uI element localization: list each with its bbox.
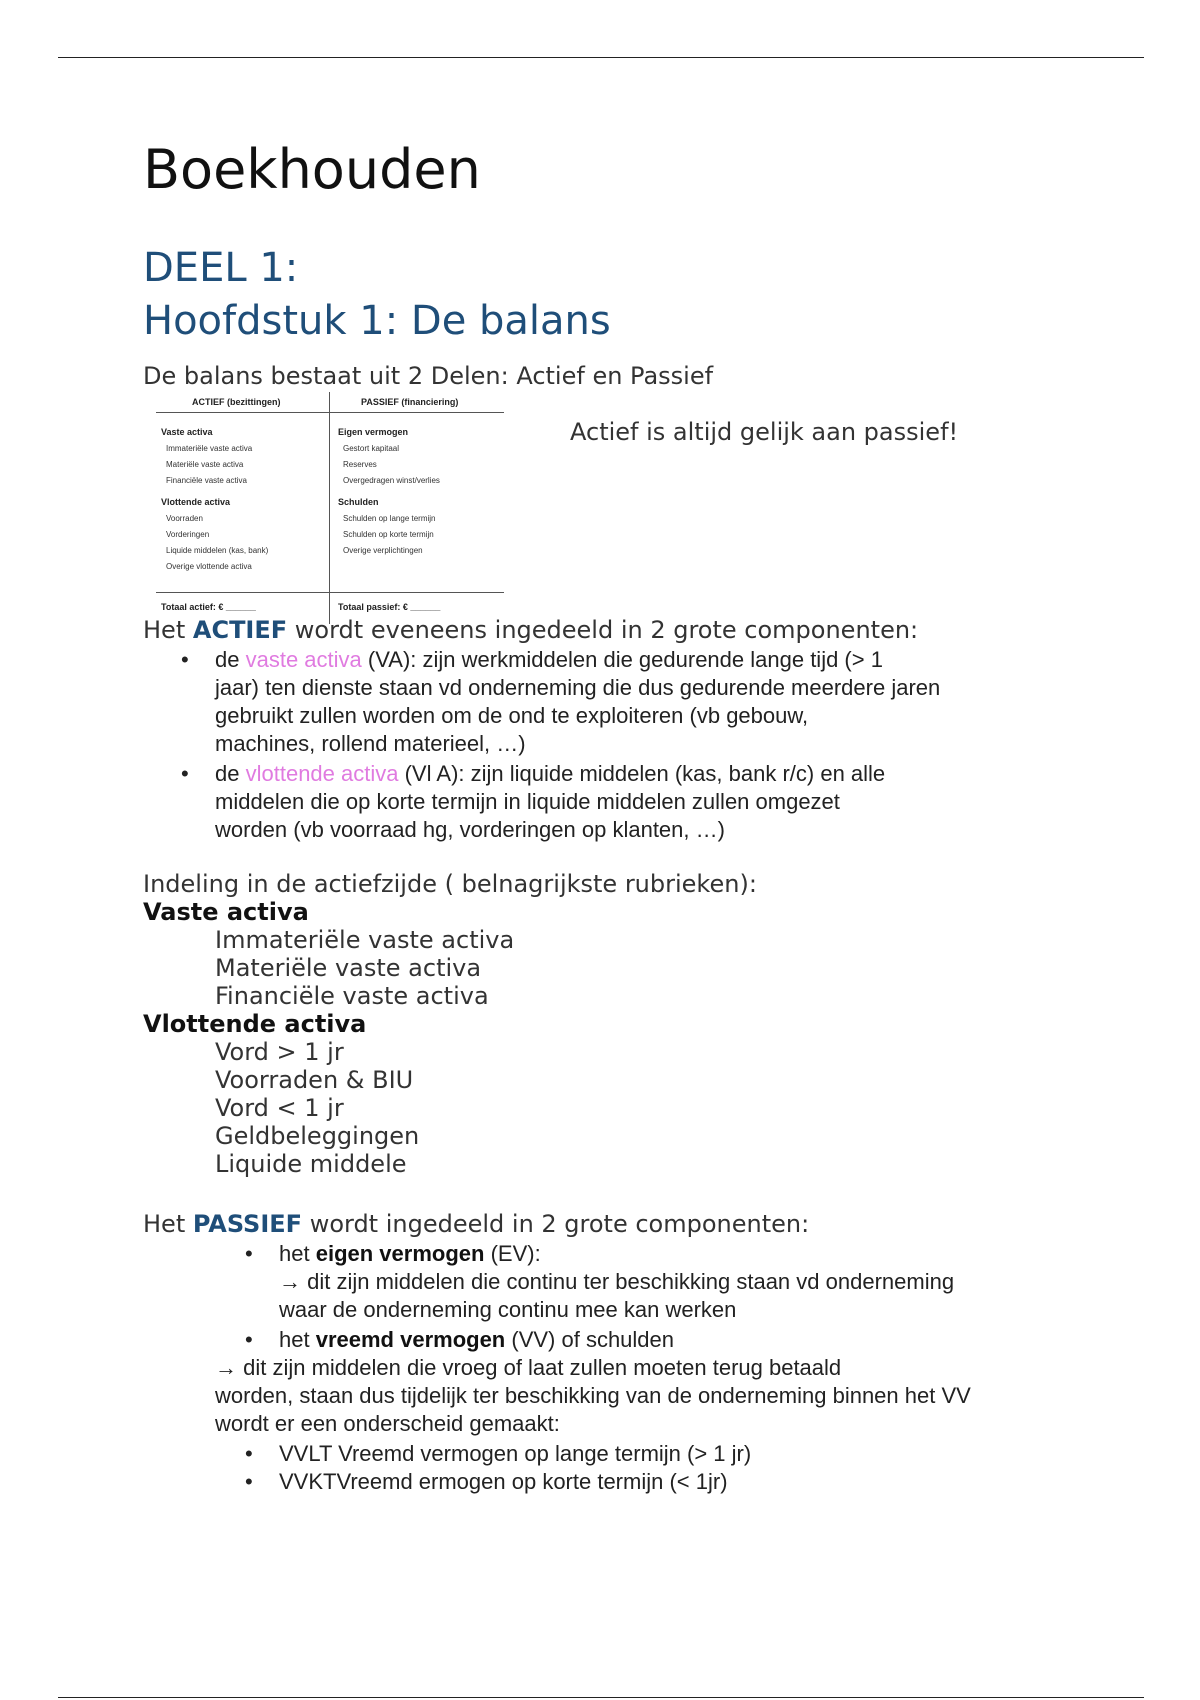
vv-line: wordt er een onderscheid gemaakt: — [215, 1411, 560, 1436]
indeling-title: Indeling in de actiefzijde ( belnagrijkste rubrieken): — [143, 870, 757, 898]
list-item — [181, 760, 1035, 844]
passief-suffix: wordt ingedeeld in 2 grote componenten: — [309, 1210, 810, 1238]
balance-sheet-figure — [156, 392, 504, 624]
actief-suffix: wordt eveneens ingedeeld in 2 grote componenten: — [294, 616, 919, 644]
chapter-heading: Hoofdstuk 1: De balans — [143, 298, 611, 344]
actief-prefix: Het — [143, 616, 186, 644]
actief-keyword: ACTIEF — [192, 616, 288, 644]
left-section-heading: Vlottende activa — [161, 497, 231, 507]
bullet-prefix: het — [279, 1241, 310, 1266]
vv-sub-list — [245, 1440, 1079, 1496]
actief-bullet-list — [181, 646, 1035, 844]
bullet-text: VVLT Vreemd vermogen op lange termijn (> 1 jr) — [279, 1441, 752, 1466]
bullet-prefix: de — [215, 761, 240, 786]
passief-intro — [143, 1210, 809, 1238]
right-item: Schulden op lange termijn — [343, 514, 436, 523]
term-vlottende-activa: vlottende activa — [245, 761, 399, 786]
bullet-text: → dit zijn middelen die continu ter beschikking staan vd onderneming — [279, 1269, 955, 1294]
list-item — [245, 1468, 1079, 1496]
top-rule — [58, 57, 1144, 58]
vv-line: worden, staan dus tijdelijk ter beschikking van de onderneming binnen het VV — [215, 1383, 971, 1408]
left-item: Vorderingen — [166, 530, 210, 539]
sub-item: Vord > 1 jr — [215, 1038, 344, 1066]
right-item: Overgedragen winst/verlies — [343, 476, 440, 485]
total-actief: Totaal actief: € ______ — [161, 602, 256, 612]
sub-item: Liquide middele — [215, 1150, 407, 1178]
right-item: Overige verplichtingen — [343, 546, 423, 555]
passief-header: PASSIEF (financiering) — [361, 397, 459, 407]
bullet-icon: • — [245, 1441, 253, 1466]
bullet-prefix: de — [215, 647, 240, 672]
total-divider — [156, 592, 504, 593]
part-heading: DEEL 1: — [143, 245, 299, 291]
sub-item: Financiële vaste activa — [215, 982, 489, 1010]
actief-intro — [143, 616, 918, 644]
bullet-text: VVKTVreemd ermogen op korte termijn (< 1jr) — [279, 1469, 728, 1494]
right-item: Schulden op korte termijn — [343, 530, 434, 539]
left-item: Financiële vaste activa — [166, 476, 247, 485]
passief-prefix: Het — [143, 1210, 186, 1238]
right-section-heading: Eigen vermogen — [338, 427, 409, 437]
left-item: Liquide middelen (kas, bank) — [166, 546, 269, 555]
bullet-text: (EV): — [490, 1241, 541, 1266]
bullet-icon: • — [245, 1327, 253, 1352]
left-section-heading: Vaste activa — [161, 427, 213, 437]
actief-header: ACTIEF (bezittingen) — [192, 397, 281, 407]
page-title: Boekhouden — [143, 138, 481, 201]
sub-item: Geldbeleggingen — [215, 1122, 420, 1150]
left-item: Overige vlottende activa — [166, 562, 252, 571]
sub-item: Voorraden & BIU — [215, 1066, 414, 1094]
bullet-prefix: het — [279, 1327, 310, 1352]
sub-item: Immateriële vaste activa — [215, 926, 515, 954]
passief-keyword: PASSIEF — [192, 1210, 303, 1238]
bullet-text: (VV) of schulden — [511, 1327, 675, 1352]
bullet-icon: • — [245, 1469, 253, 1494]
bottom-rule — [58, 1697, 1144, 1698]
sub-item: Vord < 1 jr — [215, 1094, 344, 1122]
sub-item: Materiële vaste activa — [215, 954, 482, 982]
right-section-heading: Schulden — [338, 497, 379, 507]
center-divider — [329, 392, 330, 624]
bullet-text: machines, rollend materieel, …) — [215, 731, 526, 756]
list-item — [245, 1326, 1079, 1354]
bullet-text: middelen die op korte termijn in liquide middelen zullen omgezet — [215, 789, 840, 814]
left-item: Immateriële vaste activa — [166, 444, 253, 453]
bullet-text: waar de onderneming continu mee kan werken — [279, 1297, 737, 1322]
right-item: Reserves — [343, 460, 377, 469]
total-passief: Totaal passief: € ______ — [338, 602, 441, 612]
bullet-text: gebruikt zullen worden om de ond te exploiteren (vb gebouw, — [215, 703, 809, 728]
list-item — [245, 1240, 1079, 1324]
bullet-icon: • — [245, 1241, 253, 1266]
term-eigen-vermogen: eigen vermogen — [315, 1241, 485, 1266]
header-divider — [156, 412, 504, 413]
bullet-text: (VA): zijn werkmiddelen die gedurende lange tijd (> 1 — [367, 647, 883, 672]
bullet-text: jaar) ten dienste staan vd onderneming die dus gedurende meerdere jaren — [215, 675, 941, 700]
intro-text: De balans bestaat uit 2 Delen: Actief en Passief — [143, 362, 714, 390]
bullet-icon: • — [181, 647, 189, 672]
category-vaste-activa: Vaste activa — [143, 898, 309, 926]
term-vreemd-vermogen: vreemd vermogen — [315, 1327, 506, 1352]
passief-ev-list — [245, 1240, 1079, 1354]
bullet-icon: • — [181, 761, 189, 786]
vv-line: → dit zijn middelen die vroeg of laat zullen moeten terug betaald — [215, 1355, 842, 1380]
category-vlottende-activa: Vlottende activa — [143, 1010, 367, 1038]
left-item: Materiële vaste activa — [166, 460, 244, 469]
balance-note: Actief is altijd gelijk aan passief! — [570, 418, 959, 446]
right-item: Gestort kapitaal — [343, 444, 400, 453]
list-item — [245, 1440, 1079, 1468]
list-item — [181, 646, 1035, 758]
bullet-text: (Vl A): zijn liquide middelen (kas, bank r/c) en alle — [404, 761, 886, 786]
left-item: Voorraden — [166, 514, 203, 523]
bullet-text: worden (vb voorraad hg, vorderingen op klanten, …) — [215, 817, 725, 842]
term-vaste-activa: vaste activa — [245, 647, 362, 672]
